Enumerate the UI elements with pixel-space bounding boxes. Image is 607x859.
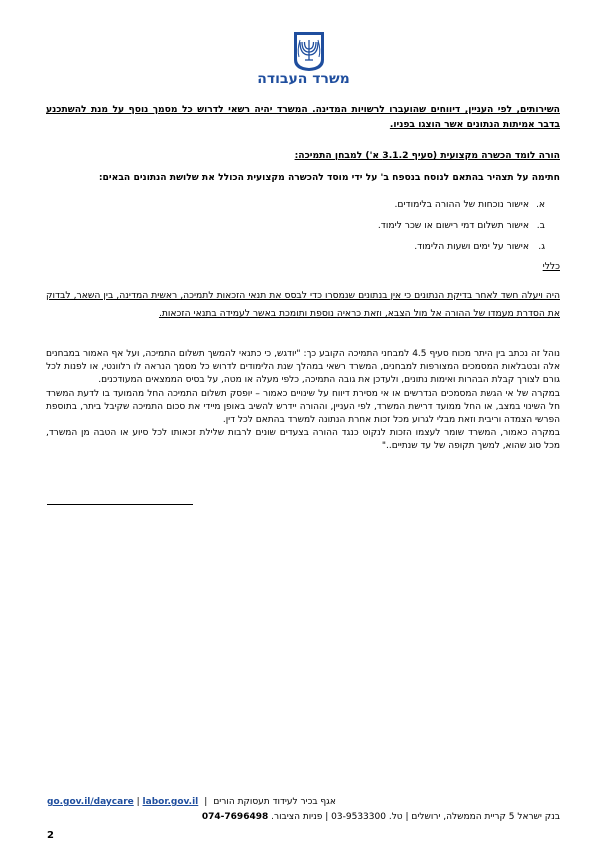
public-inquiries-phone: 074-7696498 (201, 812, 269, 822)
list-item-text: אישור תשלום דמי רישום או שכר לימוד. (377, 220, 529, 231)
quote-paragraph: במקרה של אי הגשת המסמכים הנדרשים או אי מסירת דיווח על שינויים כאמור – יופסק תשלום התמיכה החל מהמועד בו לדעת המשרד חל השינוי במצב, או החל ממועד דרישת המשרד, לפי העניין, וההורה יידרש להשיב באופן מיידי את סכום התמיכה שקיבל ביתר, בתוספת הפרשי הצמדה וריבית וזאת מבלי לגרוע מכל זכות אחרת הנתונה למשרד בהתאם לכל דין. (46, 388, 560, 426)
list-item (125, 236, 545, 257)
labor-link[interactable]: labor.gov.il (142, 797, 199, 807)
intro-paragraph: השירותים, לפי העניין, דיווחים שהועברו לרשויות המדינה. המשרד יהיה רשאי לדרוש כל מסמך נוסף על מנת להשתכנע בדבר אמיתות הנתונים אשר הוצגו בפניו. (46, 104, 560, 130)
list-item (125, 194, 545, 215)
lead-paragraph: חתימה על תצהיר בהתאם לנוסח בנספח ב' על ידי מוסד להכשרה מקצועית הכולל את שלושת הנתונים הבאים: (98, 172, 560, 183)
page-footer (47, 797, 560, 822)
page-number: 2 (47, 830, 54, 841)
list-marker: א. (535, 199, 545, 210)
menorah-emblem-icon (292, 30, 326, 72)
quote-paragraph: נוהל זה נכתב בין היתר מכוח סעיף 4.5 למבחני התמיכה הקובע כך: "יודגש, כי כתנאי להמשך תשלום התמיכה, ועל אף האמור במבחנים אלה ובטבלאות המסמכים המצורפות למבחנים, המשרד רשאי במהלך שנת הלימודים לדרוש כל מסמך הנראה לו רלוונטי, או לפנות לכל גורם לצורך קבלת הבהרות ואימות נתונים, ולעדכן את גובה התמיכה, כלפי מעלה או מטה, על בסיס הממצאים המעודכנים. (46, 349, 560, 386)
footer-separator: | (136, 797, 140, 807)
section-heading: הורה לומד הכשרה מקצועית (סעיף 3.1.2 א') למבחן התמיכה: (294, 150, 560, 161)
list-item (125, 215, 545, 236)
footer-links (47, 797, 198, 807)
warning-paragraph: היה ויעלה חשד לאחר בדיקת הנתונים כי אין בנתונים שנמסרו כדי לבסס את תנאי הזכאות לתמיכה, ראשית המדינה, בין השאר, לבדוק את הסדרת מעמדו של ההורה אל מול הצבא, וזאת כראיה נוספת ותומכת באשר לעמידה בתנאי הזכאות. (46, 290, 560, 319)
requirements-list (125, 194, 545, 257)
department-name: אגף בכיר לעידוד תעסוקת הורים (213, 797, 336, 807)
daycare-link[interactable]: go.gov.il/daycare (47, 797, 134, 807)
list-marker: ג. (538, 241, 545, 252)
procedure-quote (46, 348, 560, 454)
footer-address: בנק ישראל 5 קריית הממשלה, ירושלים | טל. 03-9533300 | פניות הציבור. (271, 812, 560, 822)
list-item-text: אישור נוכחות של ההורה בלימודים. (394, 199, 529, 210)
ministry-name: משרד העבודה (257, 71, 350, 87)
general-heading: כללי (542, 261, 560, 272)
list-marker: ב. (536, 220, 545, 231)
list-item-text: אישור על ימים ושעות הלימוד. (414, 241, 529, 252)
quote-paragraph: במקרה כאמור, המשרד שומר לעצמו הזכות לנקוט כנגד ההורה בצעדים שונים לרבות שלילת זכאותו לכל סיוע או הטבה מן המשרד, מכל סוג שהוא, למשך תקופה של עד שנתיים.." (46, 428, 560, 452)
footnote-divider (47, 504, 193, 505)
footer-separator: | (204, 797, 208, 807)
